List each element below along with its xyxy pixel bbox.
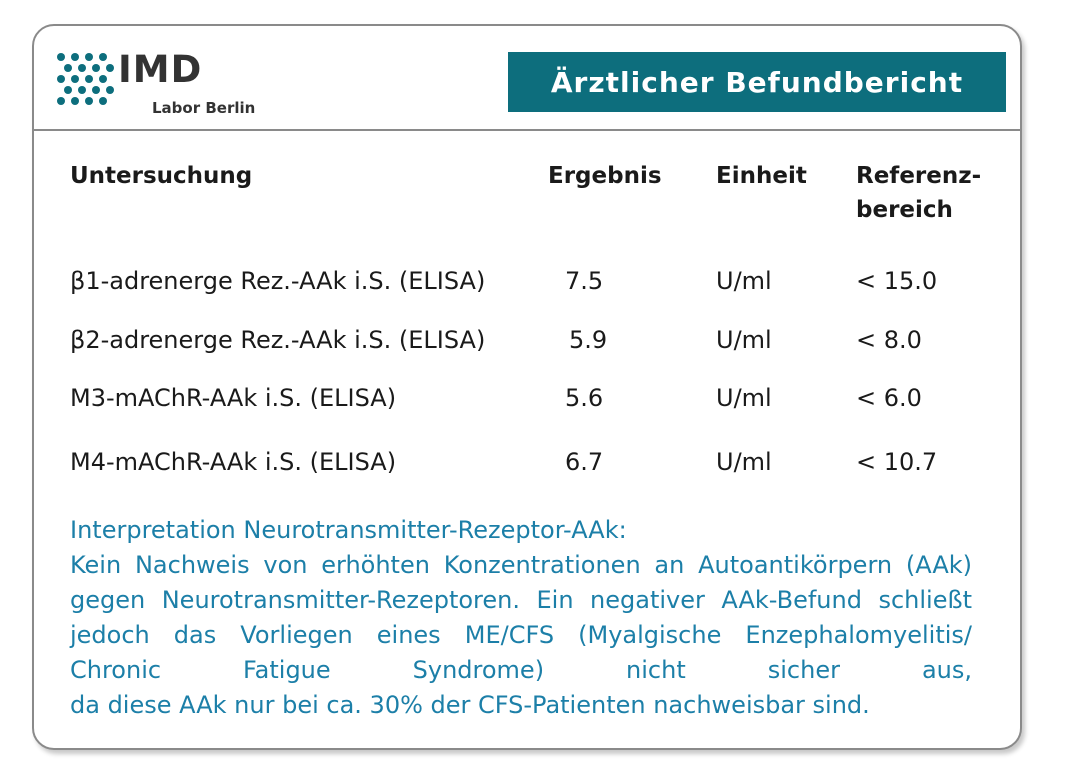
row-result: 6.7 — [565, 448, 604, 476]
row-test: β1-adrenerge Rez.-AAk i.S. (ELISA) — [70, 267, 486, 295]
interpretation-text — [70, 513, 972, 723]
row-unit: U/ml — [716, 448, 772, 476]
row-reference: < 10.7 — [856, 448, 938, 476]
logo-text: IMD — [118, 48, 203, 91]
reference-header-line2: bereich — [856, 197, 953, 223]
row-test: M3-mAChR-AAk i.S. (ELISA) — [70, 384, 397, 412]
row-reference: < 8.0 — [856, 326, 922, 354]
row-unit: U/ml — [716, 384, 772, 412]
reference-header-line1: Referenz- — [856, 163, 982, 189]
report-title: Ärztlicher Befundbericht — [508, 52, 1006, 112]
interpretation-body: Kein Nachweis von erhöhten Konzentrationen an Autoantikörpern (AAk) gegen Neurotransmitter-Rezeptoren. Ein negativer AAk-Befund schließt jedoch das Vorliegen eines ME/CFS (Myalgische Enzephalomyelitis/ Chronic Fatigue Syndrome) nicht sicher aus, — [70, 551, 972, 684]
row-result: 5.9 — [569, 326, 608, 354]
imd-logo — [56, 48, 276, 122]
row-test: β2-adrenerge Rez.-AAk i.S. (ELISA) — [70, 326, 486, 354]
interpretation-last-line: da diese AAk nur bei ca. 30% der CFS-Patienten nachweisbar sind. — [70, 691, 870, 719]
header-divider — [34, 129, 1020, 131]
report-card — [32, 24, 1022, 750]
column-header-result: Ergebnis — [548, 163, 662, 189]
row-unit: U/ml — [716, 326, 772, 354]
column-header-unit: Einheit — [716, 163, 807, 189]
interpretation-title: Interpretation Neurotransmitter-Rezeptor-AAk: — [70, 516, 627, 544]
row-unit: U/ml — [716, 267, 772, 295]
dot-grid-icon — [56, 52, 114, 108]
row-result: 5.6 — [565, 384, 604, 412]
row-result: 7.5 — [565, 267, 604, 295]
row-test: M4-mAChR-AAk i.S. (ELISA) — [70, 448, 397, 476]
column-header-test: Untersuchung — [70, 163, 253, 189]
row-reference: < 15.0 — [856, 267, 938, 295]
column-header-reference — [856, 159, 981, 227]
logo-subtitle: Labor Berlin — [152, 99, 256, 117]
row-reference: < 6.0 — [856, 384, 922, 412]
